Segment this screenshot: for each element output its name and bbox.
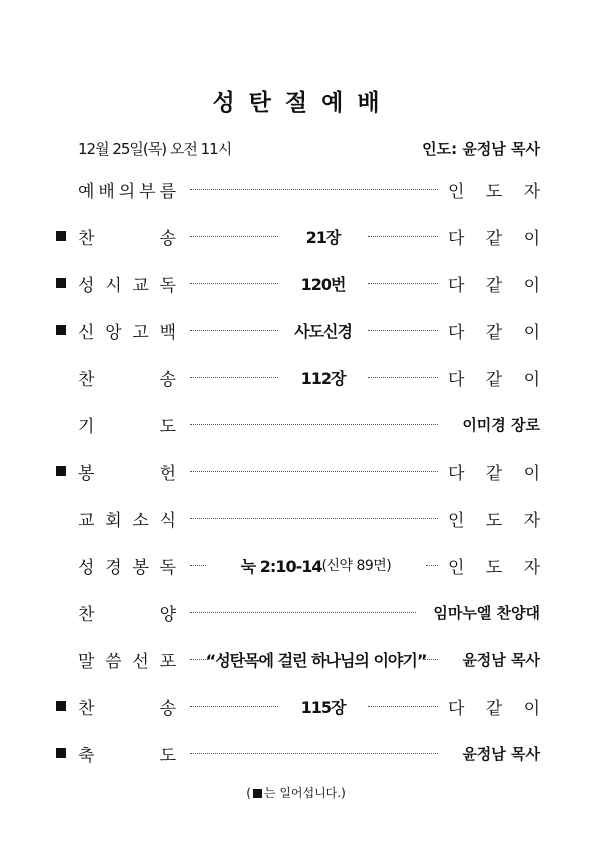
item-responder-char: 자: [523, 181, 540, 202]
standing-marker-icon: [56, 325, 66, 335]
leader-dots: [190, 518, 438, 519]
worship-item: [0, 409, 592, 439]
item-detail: [284, 221, 362, 251]
item-responder-char: 다: [448, 463, 465, 484]
item-label-char: 배: [98, 181, 115, 202]
standing-marker-icon: [56, 278, 66, 288]
item-label-char: 송: [159, 228, 176, 249]
item-label-char: 회: [105, 510, 122, 531]
item-label-char: 소: [132, 510, 149, 531]
leader-dots: [190, 377, 278, 378]
standing-note-text: 는 일어섭니다.): [263, 786, 346, 800]
item-label-char: 찬: [78, 369, 95, 390]
item-label-char: 식: [159, 510, 176, 531]
item-label-char: 씀: [105, 651, 122, 672]
item-label-char: 송: [159, 698, 176, 719]
item-responder-char: 이: [523, 322, 540, 343]
item-detail-sub: (신약 89면): [321, 558, 392, 574]
leader-dots: [368, 330, 438, 331]
item-label-char: 시: [105, 275, 122, 296]
leader-dots: [368, 236, 438, 237]
item-label-char: 기: [78, 416, 95, 437]
item-responder: [448, 174, 540, 204]
item-responder-char: 자: [523, 557, 540, 578]
item-label-char: 성: [78, 275, 95, 296]
item-responder: 윤정남 목사: [462, 650, 540, 669]
item-responder-char: 인: [448, 557, 465, 578]
item-label: [78, 315, 176, 345]
item-responder-char: 인: [448, 510, 465, 531]
item-label-char: 찬: [78, 228, 95, 249]
item-responder: 임마누엘 찬양대: [433, 603, 540, 622]
item-responder: 윤정남 목사: [462, 744, 540, 763]
item-label: [78, 597, 176, 627]
item-responder-char: 다: [448, 369, 465, 390]
item-label-char: 봉: [132, 557, 149, 578]
item-label-char: 포: [159, 651, 176, 672]
worship-item: [0, 456, 592, 486]
item-detail-text: 사도신경: [294, 321, 352, 341]
item-responder: [448, 691, 540, 721]
item-responder-char: 같: [485, 322, 503, 343]
item-label-char: 교: [78, 510, 95, 531]
item-label-char: 고: [132, 322, 149, 343]
service-leader: 인도: 윤정남 목사: [422, 139, 540, 158]
item-detail-text: 120번: [300, 274, 346, 294]
item-label-char: 백: [159, 322, 176, 343]
leader-dots: [190, 330, 278, 331]
item-label-char: 도: [159, 745, 176, 766]
item-label-char: 앙: [105, 322, 122, 343]
item-responder-char: 자: [523, 510, 540, 531]
item-responder-char: 도: [485, 181, 503, 202]
item-detail-text: 눅 2:10-14: [240, 556, 322, 576]
item-label-char: 헌: [159, 463, 176, 484]
page-title: 성탄절예배: [212, 90, 394, 116]
leader-dots: [190, 612, 416, 613]
item-detail: [212, 550, 420, 580]
leader-dots: [190, 283, 278, 284]
item-responder: 이미경 장로: [462, 415, 540, 434]
item-label-char: 축: [78, 745, 95, 766]
item-label: [78, 221, 176, 251]
service-date: 12월 25일(목) 오전 11시: [78, 139, 232, 158]
worship-item: [0, 738, 592, 768]
standing-marker-icon: [253, 789, 262, 798]
worship-item: [0, 550, 592, 580]
item-responder-char: 같: [485, 275, 503, 296]
item-responder: [448, 268, 540, 298]
item-label: [78, 738, 176, 768]
item-label-char: 봉: [78, 463, 95, 484]
item-label-char: 독: [159, 557, 176, 578]
worship-item: [0, 362, 592, 392]
item-label: [78, 691, 176, 721]
leader-dots: [190, 565, 206, 566]
standing-marker-icon: [56, 748, 66, 758]
item-label: [78, 409, 176, 439]
item-responder-char: 도: [485, 557, 503, 578]
item-label-char: 예: [78, 181, 95, 202]
worship-item: [0, 174, 592, 204]
item-responder: [448, 221, 540, 251]
item-detail-text: “성탄목에 걸린 하나님의 이야기”: [205, 650, 427, 670]
item-label-char: 교: [132, 275, 149, 296]
item-detail-text: 115장: [300, 697, 346, 717]
item-responder-char: 도: [485, 510, 503, 531]
leader-dots: [426, 565, 438, 566]
worship-item: [0, 691, 592, 721]
item-label-char: 의: [118, 181, 136, 202]
item-responder-char: 다: [448, 228, 465, 249]
item-detail: [284, 315, 362, 345]
item-responder-char: 이: [523, 369, 540, 390]
item-label-char: 말: [78, 651, 95, 672]
item-responder-char: 인: [448, 181, 465, 202]
item-label-char: 선: [132, 651, 149, 672]
standing-marker-icon: [56, 466, 66, 476]
worship-item: [0, 221, 592, 251]
item-label-char: 찬: [78, 604, 95, 625]
item-label-char: 찬: [78, 698, 95, 719]
item-label: [78, 174, 176, 204]
leader-dots: [190, 753, 438, 754]
standing-marker-icon: [56, 231, 66, 241]
item-label-char: 신: [78, 322, 95, 343]
item-responder-char: 이: [523, 228, 540, 249]
item-detail: [205, 644, 427, 674]
item-label: [78, 503, 176, 533]
item-responder: [448, 456, 540, 486]
item-detail-text: 112장: [300, 368, 346, 388]
item-detail: [284, 268, 362, 298]
standing-note-open: (: [246, 786, 251, 800]
leader-dots: [190, 236, 278, 237]
item-label-char: 양: [159, 604, 176, 625]
item-label-char: 름: [159, 181, 176, 202]
item-label: [78, 550, 176, 580]
item-label-char: 부: [139, 181, 156, 202]
item-label: [78, 456, 176, 486]
worship-item: [0, 268, 592, 298]
item-label-char: 성: [78, 557, 95, 578]
item-detail-text: 21장: [305, 227, 341, 247]
service-meta: [78, 136, 540, 160]
leader-dots: [190, 424, 438, 425]
worship-item: [0, 597, 592, 627]
worship-item: [0, 315, 592, 345]
leader-dots: [368, 706, 438, 707]
item-label: [78, 268, 176, 298]
item-responder-char: 다: [448, 322, 465, 343]
item-label-char: 송: [159, 369, 176, 390]
leader-dots: [190, 471, 438, 472]
item-detail: [284, 362, 362, 392]
item-responder-char: 이: [523, 275, 540, 296]
item-responder: [448, 315, 540, 345]
item-responder-char: 같: [485, 463, 503, 484]
worship-item: [0, 644, 592, 674]
item-responder-char: 같: [485, 698, 503, 719]
item-responder-char: 다: [448, 275, 465, 296]
standing-note: [0, 784, 592, 801]
standing-marker-icon: [56, 701, 66, 711]
item-responder: [448, 550, 540, 580]
leader-dots: [368, 377, 438, 378]
item-responder-char: 이: [523, 698, 540, 719]
item-responder-char: 이: [523, 463, 540, 484]
item-responder: [448, 362, 540, 392]
leader-dots: [190, 706, 278, 707]
item-label: [78, 362, 176, 392]
item-label-char: 도: [159, 416, 176, 437]
item-label-char: 독: [159, 275, 176, 296]
item-label-char: 경: [105, 557, 122, 578]
item-responder: [448, 503, 540, 533]
leader-dots: [368, 283, 438, 284]
item-detail: [284, 691, 362, 721]
leader-dots: [190, 189, 438, 190]
item-label: [78, 644, 176, 674]
item-responder-char: 같: [485, 369, 503, 390]
item-responder-char: 같: [485, 228, 503, 249]
worship-item: [0, 503, 592, 533]
item-responder-char: 다: [448, 698, 465, 719]
